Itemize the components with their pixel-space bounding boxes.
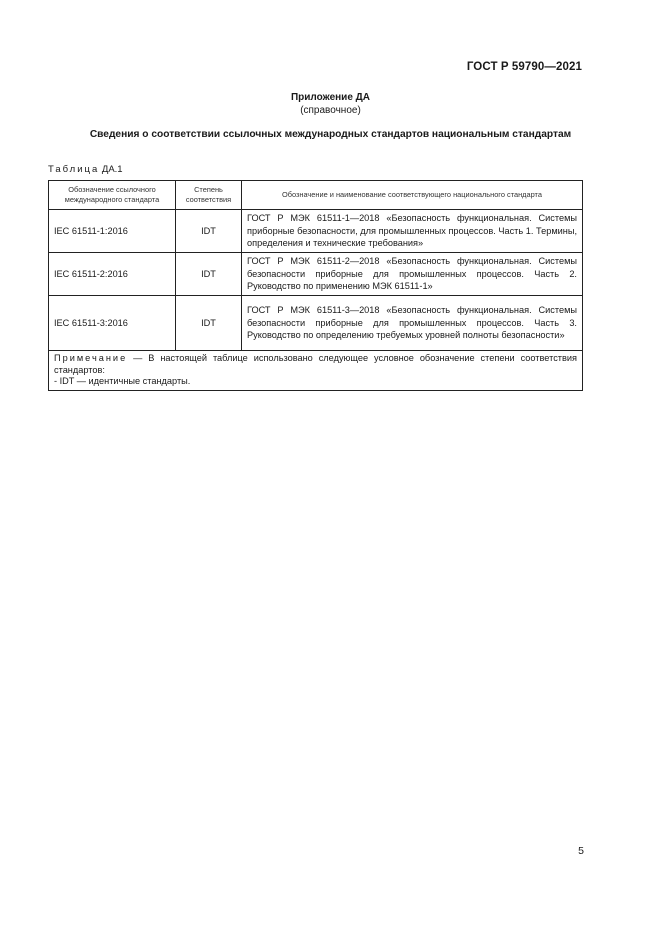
- table-row: [49, 296, 583, 351]
- cell-national-standard: ГОСТ Р МЭК 61511-1—2018 «Безопасность функциональная. Системы приборные безопасности, для промышленных процессов. Часть 1. Термины, определения и технические требования»: [242, 210, 583, 253]
- table-note: [49, 351, 583, 391]
- table-row: [49, 253, 583, 296]
- note-label: Примечание: [54, 353, 128, 363]
- appendix-heading: [0, 91, 661, 117]
- table-row: [49, 210, 583, 253]
- note-item: - IDT — идентичные стандарты.: [54, 376, 191, 386]
- cell-degree: IDT: [176, 296, 242, 351]
- table-caption: [48, 164, 123, 175]
- cell-degree: IDT: [176, 210, 242, 253]
- cell-intl-standard: IEC 61511-3:2016: [49, 296, 176, 351]
- cell-degree: IDT: [176, 253, 242, 296]
- appendix-title: Приложение ДА: [290, 92, 371, 103]
- cell-intl-standard: IEC 61511-2:2016: [49, 253, 176, 296]
- section-title: Сведения о соответствии ссылочных международных стандартов национальным стандартам: [89, 129, 572, 140]
- document-code: ГОСТ Р 59790—2021: [466, 61, 582, 73]
- cell-national-standard: ГОСТ Р МЭК 61511-2—2018 «Безопасность функциональная. Системы безопасности приборные для промышленных процессов. Часть 2. Руководство по применению МЭК 61511-1»: [242, 253, 583, 296]
- note-text: — В настоящей таблице использовано следующее условное обозначение степени соответствия стандартов:: [54, 353, 577, 375]
- cell-national-standard: ГОСТ Р МЭК 61511-3—2018 «Безопасность функциональная. Системы безопасности приборные для промышленных процессов. Часть 3. Руководство по определению требуемых уровней полноты безопасности»: [242, 296, 583, 351]
- header-national-standard: Обозначение и наименование соответствующего национального стандарта: [242, 181, 583, 210]
- standards-table: [48, 180, 583, 391]
- page-number: 5: [578, 845, 584, 857]
- table-header-row: [49, 181, 583, 210]
- header-intl-standard: Обозначение ссылочного международного стандарта: [49, 181, 176, 210]
- appendix-subtitle: (справочное): [300, 105, 361, 116]
- table-caption-word: Таблица: [48, 164, 100, 175]
- table-note-row: [49, 351, 583, 391]
- table-caption-number: ДА.1: [101, 164, 123, 175]
- cell-intl-standard: IEC 61511-1:2016: [49, 210, 176, 253]
- header-degree: Степень соответствия: [176, 181, 242, 210]
